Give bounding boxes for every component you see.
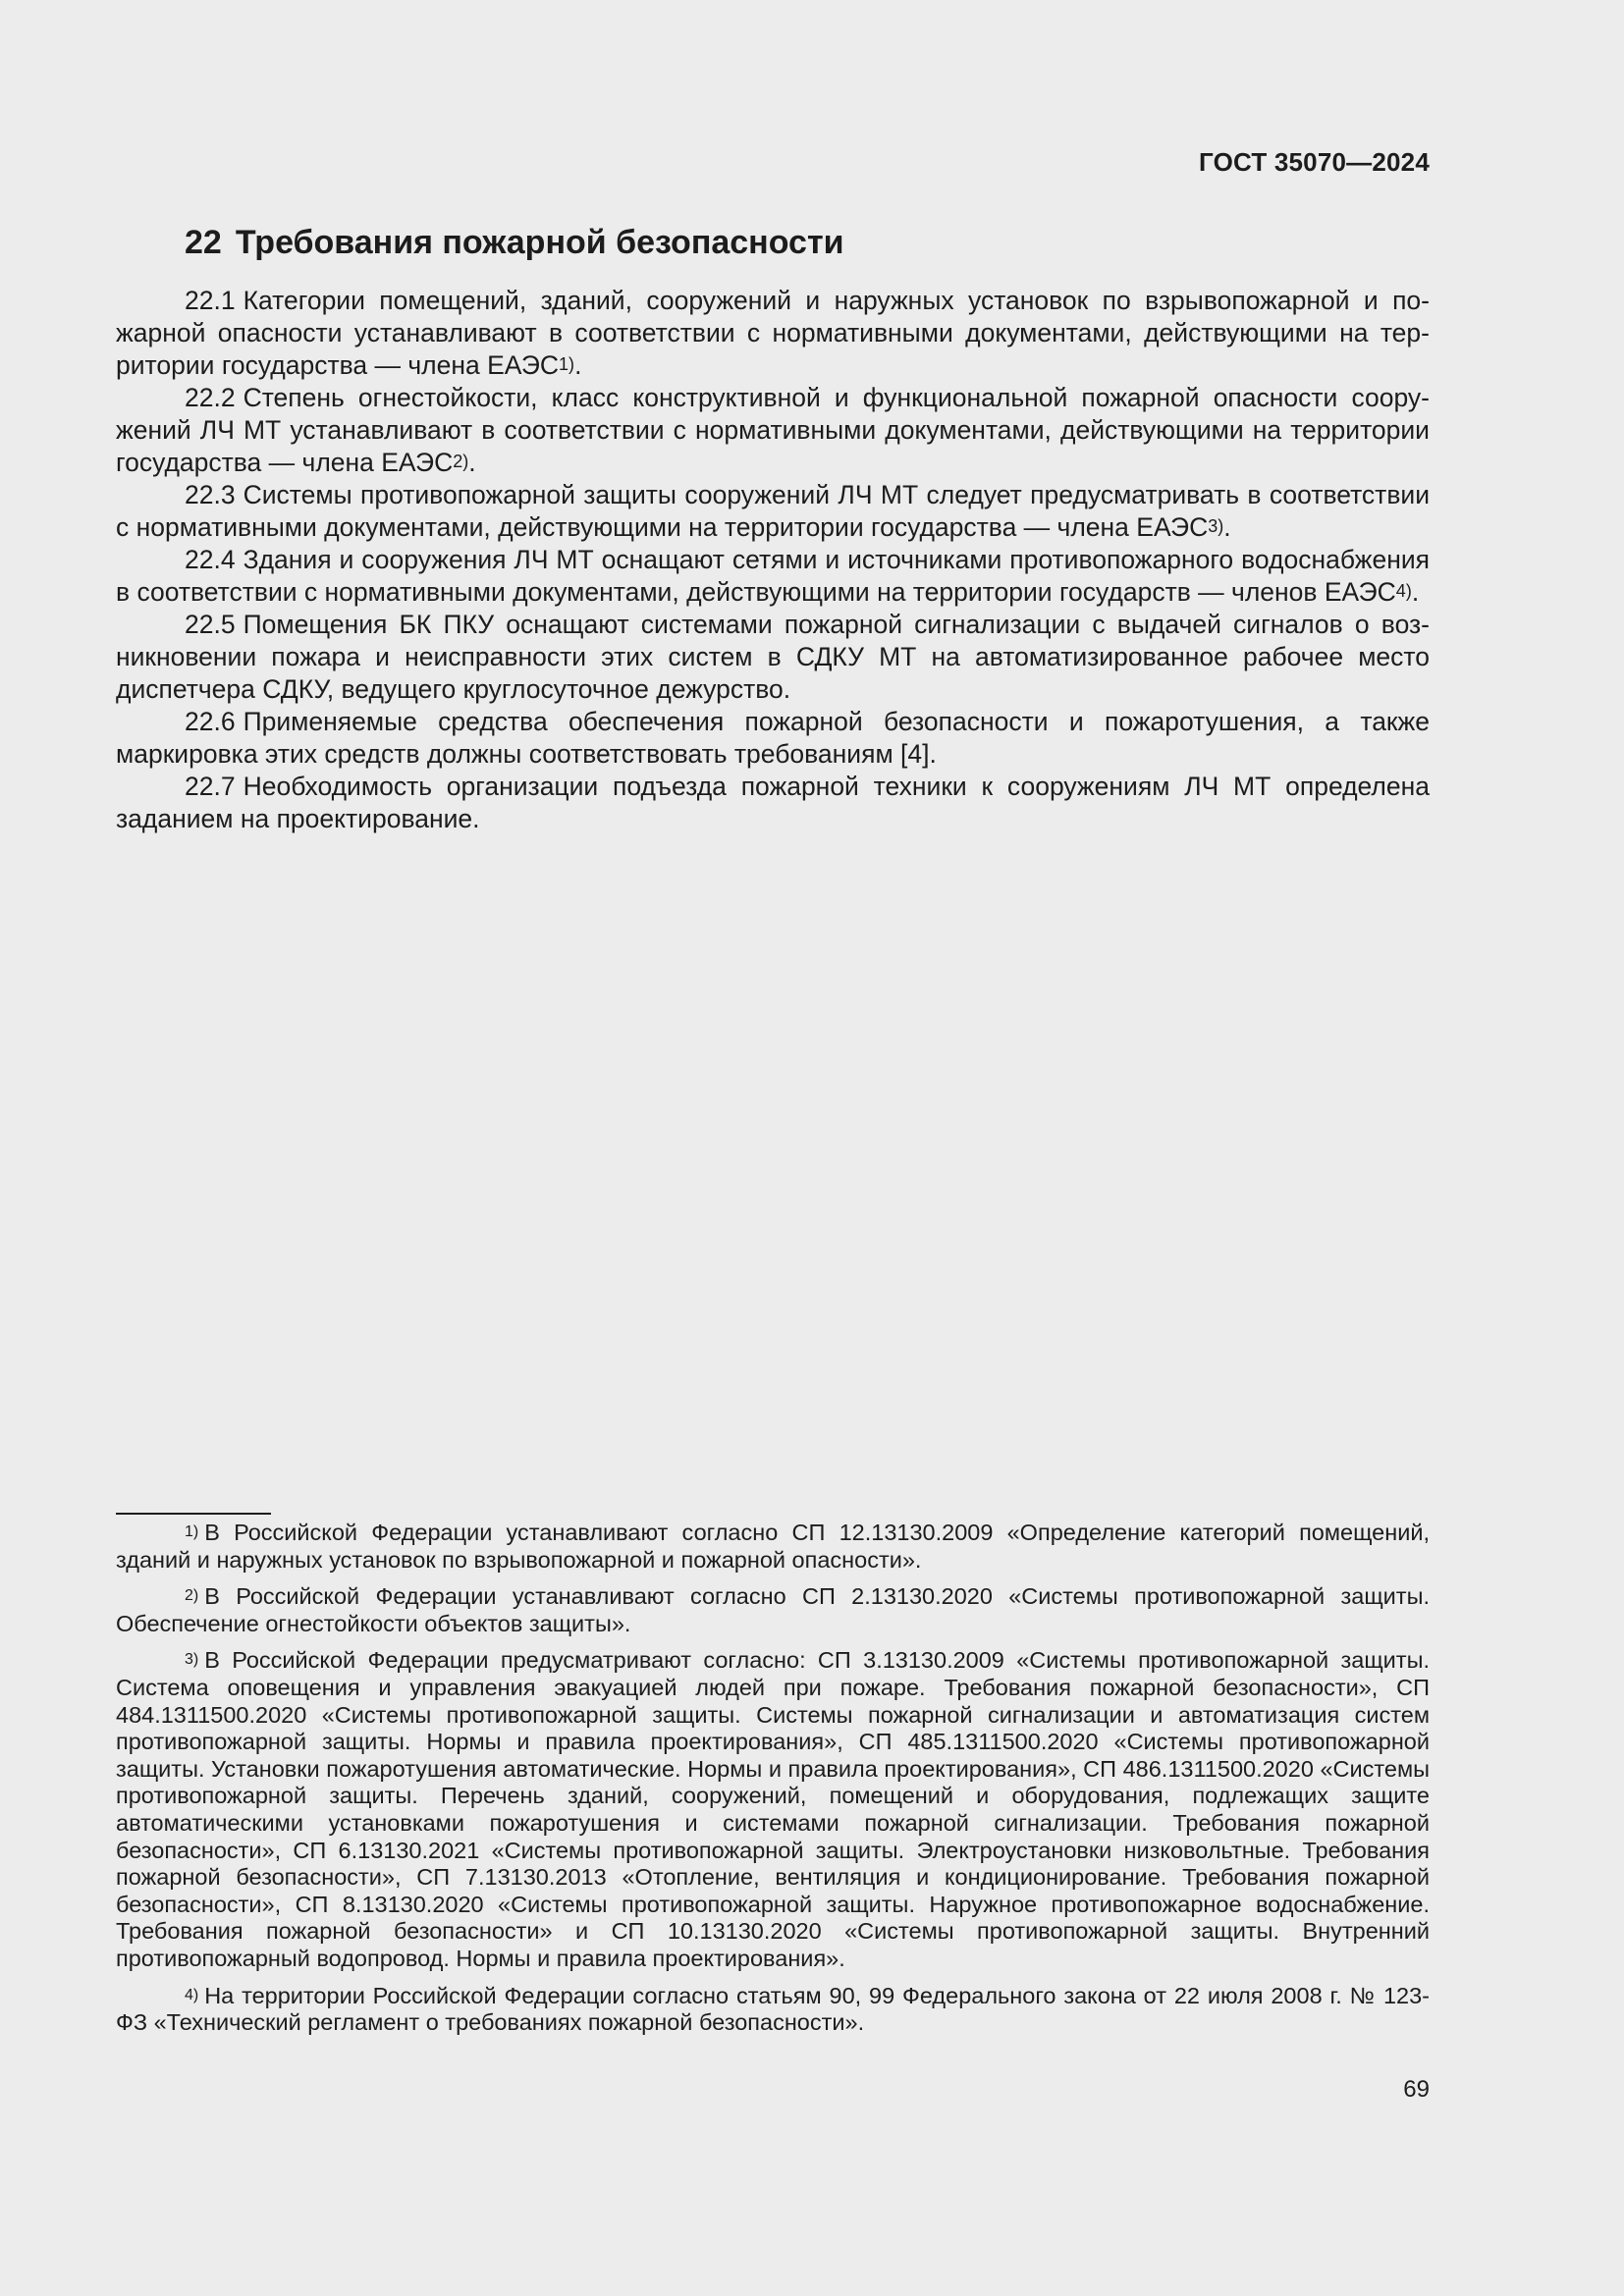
paragraph-number: 22.1 xyxy=(185,286,236,315)
footnote-ref: 2) xyxy=(453,451,469,471)
paragraph-number: 22.5 xyxy=(185,610,236,639)
footnote-text: В Российской Федерации устанавливают согласно СП 12.13130.2009 «Определение категорий помещений, зданий и наружных установок по взрывопожарной и пожарной опасности». xyxy=(116,1520,1430,1573)
paragraph-number: 22.2 xyxy=(185,383,236,412)
footnote-mark: 2) xyxy=(185,1587,199,1605)
paragraph-text: Необходимость организации подъезда пожарной техники к сооружениям ЛЧ МТ определена заданием на проектирование. xyxy=(116,772,1430,833)
footnote-text: В Российской Федерации предусматривают согласно: СП 3.13130.2009 «Системы противопожарной защиты. Система оповещения и управления эвакуацией людей при пожаре. Требования пожарной безопасности», СП 484.1311500.2020 «Системы противопожарной защиты. Системы пожарной сигнализации и автоматизация систем противопожарной защиты. Нормы и правила проектирования», СП 485.1311500.2020 «Системы противопожарной защиты. Установки пожаротушения автоматические. Нормы и правила проектирования», СП 486.1311500.2020 «Системы противопожарной защиты. Перечень зданий, сооружений, помещений и оборудования, подлежащих защите автоматическими установками пожаротушения и системами пожарной сигнализации. Требования пожарной безопасности», СП 6.13130.2021 «Системы противопожарной защиты. Электроустановки низковольтные. Требования пожарной безопасности», СП 7.13130.2013 «Отопление, вентиляция и кондиционирование. Требования пожарной безопасности», СП 8.13130.2020 «Системы противопожарной защиты. Наружное противопожарное водоснабжение. Требования пожарной безопасности» и СП 10.13130.2020 «Системы противопожарной защиты. Внутренний противопожарный водопровод. Нормы и правила проектирования». xyxy=(116,1647,1430,1971)
section-number: 22 xyxy=(185,224,222,261)
footnote-4 xyxy=(116,1983,1430,2037)
paragraph-22-6 xyxy=(116,706,1430,771)
footnote-text: На территории Российской Федерации согласно статьям 90, 99 Федерального закона от 22 июля 2008 г. № 123-ФЗ «Технический регламент о требованиях пожарной безопасности». xyxy=(116,1982,1430,2036)
paragraph-text: Применяемые средства обеспечения пожарной безопасности и пожаротушения, а также маркировка этих средств должны соответствовать требованиям [4]. xyxy=(116,707,1430,769)
footnotes xyxy=(116,1520,1430,2047)
paragraph-text: Здания и сооружения ЛЧ МТ оснащают сетями и источниками противопожарного водоснабжения в соответствии с нормативными документами, действующими на территории государств — членов ЕАЭС xyxy=(116,545,1430,607)
paragraph-tail: . xyxy=(1411,577,1420,607)
paragraph-22-7 xyxy=(116,771,1430,835)
paragraph-number: 22.6 xyxy=(185,707,236,736)
paragraph-22-1 xyxy=(116,285,1430,382)
paragraph-text: Категории помещений, зданий, сооружений и наружных установок по взрывопожарной и пожарной опасности устанавливают в соответствии с нормативными документами, действующими на территории государства — члена ЕАЭС xyxy=(116,286,1430,380)
paragraph-tail: . xyxy=(468,448,476,477)
footnote-3 xyxy=(116,1647,1430,1972)
footnote-mark: 4) xyxy=(185,1986,199,2003)
paragraph-text: Степень огнестойкости, класс конструктивной и функциональной пожарной опасности сооружений ЛЧ МТ устанавливают в соответствии с нормативными документами, действующими на территории государства — члена ЕАЭС xyxy=(116,383,1430,477)
footnote-text: В Российской Федерации устанавливают согласно СП 2.13130.2020 «Системы противопожарной защиты. Обеспечение огнестойкости объектов защиты». xyxy=(116,1583,1430,1636)
section-title: Требования пожарной безопасности xyxy=(235,224,844,261)
paragraph-tail: . xyxy=(574,350,582,380)
paragraph-22-5 xyxy=(116,609,1430,706)
paragraph-number: 22.3 xyxy=(185,480,236,509)
paragraph-22-4 xyxy=(116,544,1430,609)
page-number: 69 xyxy=(1403,2076,1430,2103)
paragraph-22-3 xyxy=(116,479,1430,544)
footnote-mark: 1) xyxy=(185,1523,199,1541)
paragraph-number: 22.7 xyxy=(185,772,236,801)
footnote-ref: 4) xyxy=(1395,580,1412,601)
document-code: ГОСТ 35070—2024 xyxy=(1199,147,1430,177)
footnote-separator xyxy=(116,1513,271,1515)
footnote-ref: 3) xyxy=(1208,515,1224,536)
footnote-mark: 3) xyxy=(185,1651,199,1669)
footnote-2 xyxy=(116,1583,1430,1637)
footnote-ref: 1) xyxy=(559,353,575,374)
paragraph-text: Помещения БК ПКУ оснащают системами пожарной сигнализации с выдачей сигналов о возникновении пожара и неисправности этих систем в СДКУ МТ на автоматизированное рабочее место диспетчера СДКУ, ведущего круглосуточное дежурство. xyxy=(116,610,1430,704)
paragraph-number: 22.4 xyxy=(185,545,236,574)
section-body xyxy=(116,285,1430,835)
paragraph-tail: . xyxy=(1223,512,1231,542)
footnote-1 xyxy=(116,1520,1430,1574)
paragraph-22-2 xyxy=(116,382,1430,479)
section-heading xyxy=(185,224,844,262)
paragraph-text: Системы противопожарной защиты сооружений ЛЧ МТ следует предусматривать в соответствии с нормативными документами, действующими на территории государства — члена ЕАЭС xyxy=(116,480,1430,542)
